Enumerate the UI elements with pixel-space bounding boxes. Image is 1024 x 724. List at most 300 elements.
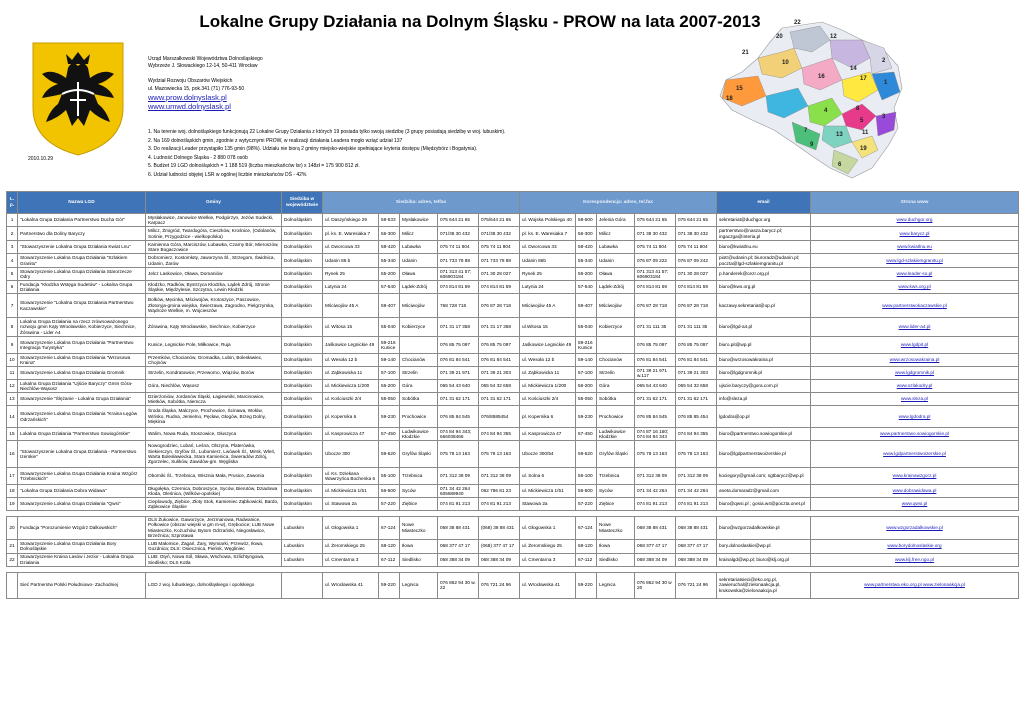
table-row [7,406,1019,428]
map-label: 13 [836,132,843,138]
table-header-row [7,192,1019,214]
cell-name: Stowarzyszenie Lokalna Grupa Działania "Szlakiem Granitu" [18,254,146,268]
col-lp: L.p. [7,192,18,214]
cell-koresp-code: 59-407 [576,294,597,318]
cell-lp: 5 [7,268,18,281]
cell-siedziba-code: 55-050 [379,393,400,406]
cell-www[interactable]: www.lgdpit.pl [811,337,1019,354]
cell-koresp-code: 55-050 [576,393,597,406]
cell-woj: Dolnośląskim [282,318,323,337]
cell-woj: Dolnośląskim [282,485,323,498]
cell-woj: Dolnośląskim [282,367,323,380]
cell-koresp-address: ul.Witosa 15 [520,318,576,337]
cell-koresp-code: 57-220 [576,498,597,511]
notes-list [148,128,598,180]
cell-koresp-phone: 071 34 42 264 [635,485,676,498]
cell-koresp-code: 55-100 [576,468,597,485]
cell-siedziba-address: ul. Dworcowa 33 [323,241,379,254]
cell-siedziba-address: ul. Stawowa 2a [323,498,379,511]
cell-koresp-phone: 074 87 16 150; 074 84 94 343 [635,428,676,441]
cell-email[interactable]: kaczawy.sekretariat@op.pl [717,294,811,318]
map-label: 9 [810,142,814,148]
cell-siedziba-address: ul. Wesoła 12 b [323,354,379,367]
cell-siedziba-phone: 074 814 81 59 [438,281,479,294]
cell-woj: Dolnośląskim [282,337,323,354]
cell-koresp-fax: 074 81 91 213 [676,498,717,511]
cell-koresp-fax: 071 31 111 35 [676,318,717,337]
cell-name: "Stowarzyszenie Lokalna Grupa Działania - Partnerstwo Izerskie" [18,441,146,468]
cell-www[interactable]: www.leader-so.pl [811,268,1019,281]
prow-link[interactable]: www.prow.dolnyslask.pl [148,92,227,102]
cell-siedziba-fax: 071 30 28 027 [479,268,520,281]
table-row [7,498,1019,511]
cell-woj: Dolnośląskim [282,441,323,468]
cell-koresp-city: Lądek-Zdrój [597,281,635,294]
cell-email[interactable]: biuro@lgdgromnik.pl [717,367,811,380]
cell-koresp-fax: 071 30 28 027 [676,268,717,281]
table-row [7,517,1019,540]
cell-woj: Dolnośląskim [282,241,323,254]
cell-koresp-fax: 071 38 30 432 [676,227,717,241]
cell-gminy: Walim, Nowa Ruda, Stoszowice, Głuszyca [146,428,282,441]
cell-name: Lokalna Grupa Działania na rzecz zrównoważonego rozwoju gmin Kąty Wrocławskie, Kobierzyce, Siechnice, Żórawina - Lider A4 [18,318,146,337]
cell-name: Stowarzyszenie Lokalna Grupa Działania "Kraina Łęgów Odrzańskich" [18,406,146,428]
cell-siedziba-city: Strzelin [400,367,438,380]
cell-koresp-fax: 071 39 21 303 [676,367,717,380]
cell-koresp-fax: 074 814 81 59 [676,281,717,294]
cell-siedziba-address: ul. Ks. Dziekana Wawrzyńca Bochenka 6 [323,468,379,485]
table-row [7,337,1019,354]
cell-gminy: Cieplowody, Ziębice, Złoty Stok, Kamieniec Ząbkowicki, Bardo, Ząbkowice Śląskie [146,498,282,511]
cell-siedziba-code: 67-112 [379,553,400,566]
cell-siedziba-fax: 071 39 21 303 [479,367,520,380]
cell-siedziba-code: 55-200 [379,268,400,281]
cell-email[interactable]: aneta.domaradz@gmail.com [717,485,811,498]
cell-email[interactable]: ujscie.baryczy@gora.com.pl [717,380,811,393]
cell-koresp-phone: 075 78 13 163 [635,441,676,468]
cell-www[interactable]: www.lgdpartnerstwoizerskie.pl [811,441,1019,468]
table-row [7,214,1019,227]
cell-koresp-code: 67-124 [576,517,597,540]
cell-koresp-address: ul. Wojska Polskiego 40 [520,214,576,227]
cell-lp: 7 [7,294,18,318]
cell-koresp-fax: 068 388 34 09 [676,553,717,566]
cell-email[interactable]: sekretariatsieci@eko.org.pl, zawieruchal@zielonaakcja.pl, krukowska@zielonaakcja.pl [717,572,811,598]
cell-koresp-phone: 076 87 09 222 [635,254,676,268]
note-item: 6. Udział ludności objętej LSR w ogólnej liczbie mieszkańców DŚ - 42% [148,171,307,178]
cell-siedziba-city: Syców [400,485,438,498]
cell-koresp-phone: 074 81 91 213 [635,498,676,511]
cell-woj: Dolnośląskim [282,214,323,227]
cell-name: Stowarzyszenie Lokalna Grupa Działania Starorzecze Odry [18,268,146,281]
map-label: 8 [856,106,860,112]
cell-woj: Dolnośląskim [282,294,323,318]
cell-koresp-code: 58-420 [576,241,597,254]
cell-koresp-phone: 074 814 81 59 [635,281,676,294]
cell-gminy: Milicz, Żmigród, Twardogóra, Cieszków, Krośnice, (Odolanów, Sośnie, Przygodzice - wielkopolska) [146,227,282,241]
map-label: 19 [860,146,867,152]
cell-koresp-city: Syców [597,485,635,498]
cell-siedziba-fax: 076/8585454 [479,406,520,428]
cell-gminy: DLS Żukowice, Gaworzyce, Jerzmanowa, Radwanice, Polkowice (obszar wiejski w gm m-w), Grębocice; LUB Nowe Miasteczko, Kożuchów, Bytom Odrzański, Niegosławice, Brzeźnica; Szprotawa [146,517,282,540]
cell-koresp-city: Prochowice [597,406,635,428]
cell-www[interactable]: www.krainawzgorz.pl [811,468,1019,485]
cell-lp: 12 [7,380,18,393]
cell-gminy: LUB Małomice, Żagań, Żary, Wymiarki, Przewóz, Iłowa, Gozdnica; DLS: Osiecznica, Pieńsk, Węgliniec [146,539,282,553]
cell-www[interactable]: www.barycz.pl [811,227,1019,241]
cell-www[interactable]: www.borydolnoslaskie.org [811,539,1019,553]
cell-www[interactable]: www.klj.free.ngo.pl [811,553,1019,566]
table-row [7,441,1019,468]
cell-siedziba-phone: 076 85 75 097 [438,337,479,354]
cell-koresp-address: pl. Kopernika 6 [520,406,576,428]
cell-siedziba-fax: 062 786 81 23 [479,485,520,498]
cell-siedziba-code: 59-230 [379,406,400,428]
cell-koresp-fax: 075 78 13 163 [676,441,717,468]
note-item: 1. Na terenie woj. dolnośląskiego funkcjonują 22 Lokalne Grupy Działania z których 19 posiada tylko swoją siedzibę (3 grupy posiadają siedzibę w woj. lubuskim). [148,129,506,135]
cell-siedziba-code: 59-220 [379,572,400,598]
map-label: 12 [830,34,837,40]
cell-name: Lokalna Grupa Działania "Partnerstwo Sowiogórskie" [18,428,146,441]
cell-koresp-code: 57-450 [576,428,597,441]
cell-email[interactable]: partnerstwo@nasza.barycz.pl; ingaczga@interia.pl [717,227,811,241]
cell-name: Fundacja "Kłodzka Wstęga Sudetów" - Lokalna Grupa Działania [18,281,146,294]
cell-www[interactable]: www.lgdodra.pl [811,406,1019,428]
map-label: 3 [882,114,886,120]
cell-name: Stowarzyszenie "Ślężanie - Lokalna Grupa Działania" [18,393,146,406]
cell-www[interactable]: www.duchgor.org [811,214,1019,227]
cell-siedziba-address: ul. Kasprowicza 47 [323,428,379,441]
table-row [7,268,1019,281]
cell-koresp-address: Mściwojów 45 A [520,294,576,318]
cell-lp [7,572,18,598]
cell-www[interactable]: www.dobrawidawa.pl [811,485,1019,498]
cell-koresp-code: 56-200 [576,380,597,393]
cell-koresp-city: Siedlisko [597,553,635,566]
cell-www[interactable]: www.kws.org.pl [811,281,1019,294]
cell-siedziba-city: Góra [400,380,438,393]
cell-lp: 8 [7,318,18,337]
cell-siedziba-fax: 076 85 75 097 [479,337,520,354]
cell-koresp-fax: 076 87 09 242 [676,254,717,268]
map-label: 17 [860,76,867,82]
cell-siedziba-fax: 075 74 11 804 [479,241,520,254]
cell-koresp-fax: 065 54 32 658 [676,380,717,393]
cell-siedziba-fax: 074 84 94 355 [479,428,520,441]
cell-siedziba-address: Rynek 25 [323,268,379,281]
cell-siedziba-address: Udanin 86 b [323,254,379,268]
table-row [7,367,1019,380]
cell-email[interactable]: sekretariat@duchgor.org [717,214,811,227]
cell-koresp-address: ul. Solna 6 [520,468,576,485]
cell-name: Stowarzyszenie Lokalna Grupa Działania "Partnerstwo Integracja Turystyka" [18,337,146,354]
cell-woj: Lubuskim [282,539,323,553]
cell-koresp-fax: 076 87 28 718 [676,294,717,318]
cell-name: Stowarzyszenie Kraina Lasów i Jezior - Lokalna Grupa Działania [18,553,146,566]
table-row [7,227,1019,241]
table-row [7,468,1019,485]
cell-siedziba-city: Oława [400,268,438,281]
cell-woj: Lubuskim [282,553,323,566]
cell-lp: 6 [7,281,18,294]
map-label: 16 [818,74,825,80]
map-label: 18 [726,96,733,102]
cell-gminy: Kunice, Legnickie Pole, Miłkowice, Ruja [146,337,282,354]
cell-koresp-code: 56-500 [576,485,597,498]
col-gminy: Gminy [146,192,282,214]
cell-koresp-phone: 071 312 38 09 [635,468,676,485]
cell-siedziba-city: Sobótka [400,393,438,406]
col-name: Nazwa LGD [18,192,146,214]
cell-siedziba-fax: 075 78 13 163 [479,441,520,468]
cell-siedziba-address: ul. Żeromskiego 25 [323,539,379,553]
cell-email[interactable]: biuro@lgdpartnerstwoizerskie.pl [717,441,811,468]
cell-email[interactable]: biuro@qwsi.pl ; gosia.w4@poczta.onet.pl [717,498,811,511]
map-label: 1 [884,80,888,86]
cell-koresp-address: ul. Ząbkowicka 11 [520,367,576,380]
cell-name: Fundacja "Porozumienie Wzgórz Dalkowskich" [18,517,146,540]
cell-email[interactable]: lgdodra@op.pl [717,406,811,428]
note-item: 2. Na 169 dolnośląskich gmin, zgodnie z wytycznymi PROW, w realizacji działania Leadera mogło wziąć udział 137 [148,137,403,144]
umwd-link[interactable]: www.umwd.dolnyslask.pl [148,101,231,111]
cell-siedziba-code: 57-220 [379,498,400,511]
cell-email[interactable]: p.handerek@cezr.org.pl [717,268,811,281]
cell-koresp-address: Lutynia 24 [520,281,576,294]
cell-name: Stowarzyszenie Lokalna Grupa Działania "Wrzosowa Kraina" [18,354,146,367]
cell-siedziba-code: 55-040 [379,318,400,337]
cell-koresp-city: Udanin [597,254,635,268]
page-title: Lokalne Grupy Działania na Dolnym Śląsku - PROW na lata 2007-2013 [199,12,761,31]
cell-siedziba-fax: (068) 377 47 17 [479,539,520,553]
table-row [7,428,1019,441]
cell-siedziba-city: Legnica [400,572,438,598]
cell-gminy: Środa Śląska, Malczyce, Prochowice, Ścinawa, Wołów, Wińsko, Rudna, Jemielno, Pęcław, Głogów, Brzeg Dolny, Miękinia [146,406,282,428]
cell-siedziba-phone: 071 313 41 57; 606903184 [438,268,479,281]
cell-siedziba-fax: 076 721 24 96 [479,572,520,598]
cell-koresp-fax: 071 312 38 09 [676,468,717,485]
cell-siedziba-city: Mściwojów [400,294,438,318]
map-label: 14 [850,66,857,72]
cell-koresp-phone: 076 85 84 545 [635,406,676,428]
cell-name: Stowarzyszenie Lokalna Grupa Działania Bory Dolnośląskie [18,539,146,553]
cell-email[interactable]: bory.dolnoslaskie@wp.pl [717,539,811,553]
table-row [7,380,1019,393]
cell-siedziba-phone: 065 54 43 640 [438,380,479,393]
cell-lp: 20 [7,517,18,540]
cell-email[interactable]: biuro@wzgorzadalkowskie.pl [717,517,811,540]
cell-siedziba-code: 56-300 [379,227,400,241]
map-label: 20 [776,34,783,40]
cell-name: Stowarzyszenie "Lokalna Grupa Działania Partnerstwo Kaczawskie" [18,294,146,318]
cell-koresp-city: Ludwikowice Kłodzkie [597,428,635,441]
cell-lp: 10 [7,354,18,367]
cell-koresp-phone: 071 313 41 57; 606903184 [635,268,676,281]
cell-lp: 1 [7,214,18,227]
cell-woj: Dolnośląskim [282,227,323,241]
cell-woj: Lubuskim [282,517,323,540]
cell-koresp-fax: 076 85 75 097 [676,337,717,354]
cell-siedziba-code: 59-140 [379,354,400,367]
cell-siedziba-phone: 071 733 78 88 [438,254,479,268]
cell-siedziba-code: 59-620 [379,441,400,468]
cell-woj: Dolnośląskim [282,268,323,281]
cell-email[interactable]: biuro@kwiatlnu.eu [717,241,811,254]
cell-koresp-city: Gryfów Śląski [597,441,635,468]
cell-siedziba-code: 58-533 [379,214,400,227]
cell-siedziba-phone: 071 31 17 358 [438,318,479,337]
cell-email[interactable]: krainalgd@wp.pl; biuro@klj.org.pl [717,553,811,566]
cell-gminy: Mysłakowice, Janowice Wielkie, Podgórzyn, Jeżów Sudecki, Karpacz [146,214,282,227]
cell-koresp-code: 55-340 [576,254,597,268]
cell-koresp-city: Góra [597,380,635,393]
date-stamp: 2010.10.29 [28,156,54,162]
cell-koresp-city [597,337,635,354]
cell-name: Partnerstwo dla Doliny Baryczy [18,227,146,241]
dept-name: Wydział Rozwoju Obszarów Wiejskich [148,78,233,85]
cell-siedziba-city: Lubawka [400,241,438,254]
cell-koresp-phone: 065 54 43 640 [635,380,676,393]
cell-siedziba-phone: 074 84 94 343; 666038466 [438,428,479,441]
cell-koresp-fax: 076 81 84 541 [676,354,717,367]
cell-koresp-address: ul. Kościuszki 2/4 [520,393,576,406]
cell-siedziba-code: 58-420 [379,241,400,254]
col-www: Strona www [811,192,1019,214]
cell-koresp-city: Nowe Miasteczko [597,517,635,540]
cell-koresp-fax: 075 74 11 804 [676,241,717,254]
cell-siedziba-phone: 074 81 91 213 [438,498,479,511]
cell-email[interactable]: biuro@kws.org.pl [717,281,811,294]
office-info [148,56,528,116]
cell-siedziba-fax: 071 312 38 09 [479,468,520,485]
cell-www[interactable]: www.lgdgromnik.pl [811,367,1019,380]
cell-koresp-phone: 071 31 111 35 [635,318,676,337]
dept-address: ul. Mazowiecka 15, pok.341 (71) 776-93-50 [148,85,245,92]
cell-www[interactable]: www.partnerstwa.eko.org.pl www.zielonaakcja.pl [811,572,1019,598]
cell-koresp-city: Milicz [597,227,635,241]
cell-koresp-address: ul. Głogowska 1 [520,517,576,540]
cell-koresp-address: ul. Cmentarna 3 [520,553,576,566]
cell-siedziba-city: Iłowa [400,539,438,553]
cell-www[interactable]: www.wzgorzadalkowskie.pl [811,517,1019,540]
cell-www[interactable]: www.wrzosowakraina.pl [811,354,1019,367]
cell-email[interactable]: piotr@udanin.pl; biuroradz@udanin.pl; poczta@lgd-szlakiemgranitu.pl [717,254,811,268]
cell-siedziba-fax: 071/38 30 432 [479,227,520,241]
cell-woj: Dolnośląskim [282,254,323,268]
cell-email[interactable]: biuro@partnerstwo.sowiogorskie.pl [717,428,811,441]
cell-www[interactable]: www.lgd-szlakiemgranitu.pl [811,254,1019,268]
cell-koresp-fax: 075 644 21 65 [676,214,717,227]
note-item: 4. Ludność Dolnego Śląska - 2 880 078 osób [148,154,248,161]
cell-siedziba-code: 59-216 Kunice [379,337,400,354]
cell-koresp-address: ul. Mickiewicza 1/200 [520,380,576,393]
cell-lp: 18 [7,485,18,498]
cell-siedziba-phone: 076 81 84 541 [438,354,479,367]
cell-www[interactable]: www.szlakodry.pl [811,380,1019,393]
cell-koresp-code: 55-040 [576,318,597,337]
cell-siedziba-phone: 768 728 718 [438,294,479,318]
cell-www[interactable]: www.sleza.pl [811,393,1019,406]
cell-gminy: Żórawina, Kąty Wrocławskie, Siechnice, Kobierzyce [146,318,282,337]
cell-siedziba-phone: 071 39 21 971 [438,367,479,380]
cell-email[interactable]: biuro.pit@wp.pl [717,337,811,354]
cell-lp: 22 [7,553,18,566]
cell-siedziba-fax: 071 733 78 88 [479,254,520,268]
map-label: 7 [804,128,808,134]
cell-www[interactable]: www.lider-a4.pl [811,318,1019,337]
table-row [7,553,1019,566]
cell-lp: 16 [7,441,18,468]
note-item: 3. Do realizacji Leader przystąpiło 135 gmin (98%). Udziału nie biorą 2 gminy miejsko-wiejskie spełniające kryteria dostępu (Międzybórz i Bogatynia). [148,146,478,153]
cell-www[interactable]: www.kwiatlnu.eu [811,241,1019,254]
cell-siedziba-fax: 074 814 81 59 [479,281,520,294]
cell-koresp-city: Mściwojów [597,294,635,318]
cell-koresp-code: 67-112 [576,553,597,566]
cell-siedziba-city: Gryfów Śląski [400,441,438,468]
cell-koresp-address: ul. Żeromskiego 25 [520,539,576,553]
cell-koresp-city: Chocianów [597,354,635,367]
cell-koresp-code: 56-300 [576,227,597,241]
cell-siedziba-fax: (068) 38 88 431 [479,517,520,540]
cell-siedziba-phone: 071 312 38 09 [438,468,479,485]
cell-koresp-fax: 071 34 42 264 [676,485,717,498]
cell-woj: Dolnośląskim [282,281,323,294]
note-item: 5. Budżet 19 LGD dolnośląskich = 1 188 519 (liczba mieszkańców lsr) x 148zł = 175 900 812 zł. [148,163,360,170]
cell-www[interactable]: www.partnerstwokaczawskie.pl [811,294,1019,318]
cell-koresp-address: Rynek 25 [520,268,576,281]
cell-www[interactable]: www.qwsi.pl [811,498,1019,511]
cell-email[interactable]: biuro@wrzosowakraina.pl [717,354,811,367]
cell-www[interactable]: www.partnerstwo.sowiogorskie.pl [811,428,1019,441]
cell-siedziba-city: Ludwikowice Kłodzkie [400,428,438,441]
cell-koresp-address: Jaśkowice Legnickie 49 [520,337,576,354]
col-siedziba: Siedziba: adres, telfax [323,192,520,214]
cell-siedziba-fax: 076 87 28 718 [479,294,520,318]
cell-name: Lokalna Grupa Działania "Ujście Baryczy" Gmin Góra-Niechlów-Wąsosz [18,380,146,393]
cell-koresp-phone: 076 81 84 541 [635,354,676,367]
cell-email[interactable]: biuro@lgd-a4.pl [717,318,811,337]
cell-woj: Dolnośląskim [282,468,323,485]
cell-koresp-address: Ubocze 300/54 [520,441,576,468]
map-label: 2 [882,58,886,64]
cell-siedziba-address: ul. Mickiewicza 1/51 [323,485,379,498]
cell-name: "Lokalna Grupa Działania Dobra Widawa" [18,485,146,498]
cell-siedziba-phone: 068 377 47 17 [438,539,479,553]
cell-koresp-phone: 071 39 21 971 w.117 [635,367,676,380]
cell-siedziba-code: 59-407 [379,294,400,318]
cell-siedziba-code: 55-340 [379,254,400,268]
cell-email[interactable]: info@sleza.pl [717,393,811,406]
cell-siedziba-phone: 075 78 13 163 [438,441,479,468]
cell-koresp-code: 59-230 [576,406,597,428]
cell-siedziba-phone: 071/38 30 432 [438,227,479,241]
cell-koresp-address: ul. Dworcowa 33 [520,241,576,254]
cell-gminy: Strzelin, Kondratowice, Przeworno, Wiązów, Borów [146,367,282,380]
cell-siedziba-code: 57-450 [379,428,400,441]
cell-name: "Stowarzyszenie Lokalna Grupa Działania Kwiat Lnu" [18,241,146,254]
cell-siedziba-fax: 074 81 91 213 [479,498,520,511]
cell-gminy: Kamienna Góra, Marciszów, Lubawka, Czarny Bór, Mieroszów, Stare Bogaczowice [146,241,282,254]
cell-koresp-phone: 076 87 28 718 [635,294,676,318]
cell-koresp-phone: 071 31 62 171 [635,393,676,406]
cell-email[interactable]: kociegory@gmail.com; sgtbarycz@wp.pl [717,468,811,485]
cell-lp: 3 [7,241,18,254]
cell-koresp-city: Iłowa [597,539,635,553]
cell-koresp-phone: 076 85 75 097 [635,337,676,354]
cell-siedziba-code: 67-124 [379,517,400,540]
cell-siedziba-city: Siedlisko [400,553,438,566]
cell-siedziba-address: Jaśkowice Legnickie 49 [323,337,379,354]
cell-lp: 14 [7,406,18,428]
